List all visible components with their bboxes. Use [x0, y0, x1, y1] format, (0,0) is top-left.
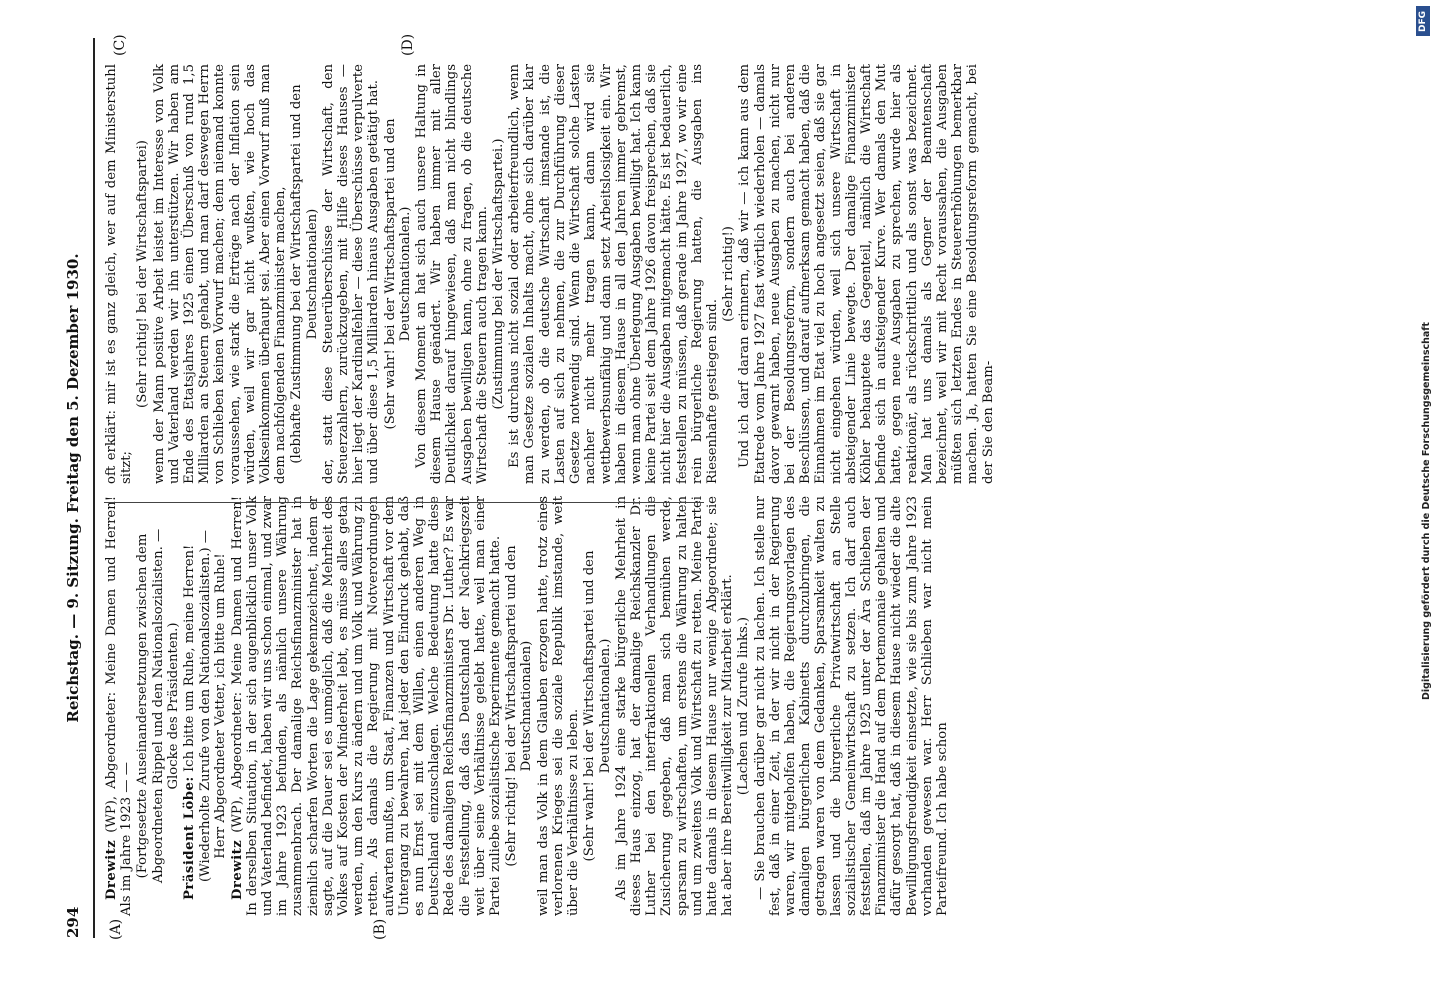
paragraph-text: der, statt diese Steuerüberschüsse der Wirtschaft, den Steuerzahlern, zurückzugeben, mit Hilfe dieses Hauses — hier liegt der Kardinalfehler — diese Überschüsse verpulverte und über diese 1,5 Milliarden hinaus Ausgaben getätigt hat. [320, 64, 382, 484]
interjection [491, 64, 506, 484]
right-text-column [104, 64, 996, 484]
paragraph-text: (Lachen und Zurufe links.) [736, 616, 752, 796]
paragraph-text: (Wiederholte Zurufe von den Nationalsozialisten.) — Herr Abgeordneter Vetter, ich bitte um Ruhe! [198, 530, 229, 883]
paragraph-text: (Sehr wahr! bei der Wirtschaftspartei und den Deutschnationalen.) [582, 550, 613, 862]
paragraph-text: Von diesem Moment an hat sich auch unsere Haltung in diesem Hause geändert. Wir haben immer mit aller Deutlichkeit darauf hingewiesen, daß man nicht blindlings Ausgaben bewilligen kann, ohne zu fragen, ob die deutsche Wirtschaft die Steuern auch tragen kann. [414, 64, 490, 484]
margin-marker-b: (B) [372, 918, 388, 940]
paragraph-text: wenn der Mann positive Arbeit leistet im Interesse von Volk und Vaterland werden wir ihn unterstützen. Wir haben am Ende des Etatsjahres 1925 einen Überschuß von rund 1,5 Milliarden an Steuern gehabt, und man darf deswegen Herrn von Schlieben keinen Vorwurf machen; denn niemand konnte voraussehen, wie stark die Erträge nach der Inflation sein würden, weil wir gar nicht wußten, wie hoch das Volkseinkommen überhaupt sei. Aber einen Vorwurf muß man dem nachfolgenden Finanzminister machen, [151, 64, 289, 484]
interjection [383, 64, 413, 484]
paragraph [753, 496, 951, 916]
margin-marker-d: (D) [400, 33, 416, 56]
paragraph-text: — Sie brauchen darüber gar nicht zu lachen. Ich stelle nur fest, daß in einer Zeit, in der wir nicht in der Regierung waren, wir mitgeholfen haben, die Regierungsvorlagen des damaligen bürgerlichen Kabinetts durchzubringen, die getragen waren von dem Gedanken, Sparsamkeit walten zu lassen und die bürgerliche Privatwirtschaft an Stelle sozialistischer Gemeinwirtschaft zu setzen. Ich darf auch feststellen, daß im Jahre 1925 unter der Ära Schlieben der Finanzminister die Hand auf dem Portemonnaie gehalten und dafür gesorgt hat, daß in diesem Hause nicht wieder die alte Bewilligungsfreudigkeit einsetzte, wie sie bis zum Jahre 1923 vorhanden gewesen war. Herr Schlieben war nicht mein Parteifreund. Ich habe schon [752, 496, 950, 916]
paragraph [536, 496, 582, 916]
speaker-name: Präsident Löbe: [182, 776, 198, 900]
paragraph-text: (Fortgesetzte Auseinandersetzungen zwischen dem Abgeordneten Rippel und den Nationalsozialisten. — Glocke des Präsidenten.) [135, 528, 181, 884]
interjection [289, 64, 319, 484]
left-text-column [104, 496, 950, 916]
paragraph-text: Als im Jahre 1924 eine starke bürgerliche Mehrheit in dieses Haus einzog, hat der damalige Reichskanzler Dr. Luther bei den interfraktionellen Verhandlungen die Zusicherung gegeben, daß man sich bemühen werde, sparsam zu wirtschaften, um erstens die Währung zu halten und um zweitens Volk und Wirtschaft zu retten. Meine Partei hatte damals in diesem Hause nur wenige Abgeordnete; sie hat aber ihre Bereitwilligkeit zur Mitarbeit erklärt. [613, 496, 736, 916]
paragraph-text: (lebhafte Zustimmung bei der Wirtschaftspartei und den Deutschnationalen) [289, 84, 320, 464]
paragraph [321, 64, 382, 484]
speaker-paragraph [182, 496, 197, 916]
speaker-name: Drewitz [104, 839, 119, 900]
speaker-name: Drewitz [229, 839, 245, 900]
paragraph-text: (Sehr richtig!) [721, 226, 737, 322]
speaker-paragraph [104, 496, 134, 916]
column-divider [104, 502, 704, 503]
interjection [736, 496, 751, 916]
paragraph-text: (WP), Abgeordneter: Meine Damen und Herren! In derselben Situation, in der sich augenblicklich unser Volk und Vaterland befindet, haben wir uns schon einmal, und zwar im Jahre 1923 befunden, als nämlich unsere Währung zusammenbrach. Der damalige Reichsfinanzminister hat in ziemlich scharfen Worten die Lage gekennzeichnet, indem er sagte, auf die Dauer sei es unmöglich, daß die Mehrheit des Volkes auf Kosten der Minderheit lebt, es müsse alles getan werden, um den Kurs zu ändern und um Volk und Währung zu retten. Als damals die Regierung mit Notverordnungen aufwarten mußte, um Staat, Finanzen und Wirtschaft vor dem Untergang zu bewahren, hat jeder den Eindruck gehabt, daß es nun Ernst sei mit dem Willen, einen anderen Weg in Deutschland einzuschlagen. Welche Bedeutung hatte diese Rede des damaligen Reichsfinanzministers Dr. Luther? Es war die Feststellung, daß das Deutschland der Nachkriegszeit weit über seine Verhältnisse gelebt hatte, weil man einer Partei zuliebe sozialistische Experimente gemacht hatte. [229, 496, 504, 916]
interjection [504, 496, 534, 916]
margin-marker-a: (A) [108, 918, 124, 940]
margin-marker-c: (C) [112, 34, 128, 56]
page-number: 294 [64, 906, 82, 938]
interjection [135, 64, 150, 484]
page-header [64, 38, 94, 938]
paragraph [152, 64, 289, 484]
interjection [582, 496, 612, 916]
paragraph [414, 64, 490, 484]
paragraph-text: (WP), Abgeordneter: Meine Damen und Herren! Als im Jahre 1923 — — [104, 496, 135, 916]
paragraph-text: (Sehr richtig! bei der Wirtschaftspartei und den Deutschnationalen) [504, 545, 535, 867]
paragraph [614, 496, 736, 916]
paragraph-text: oft erklärt: mir ist es ganz gleich, wer auf dem Ministerstuhl sitzt; [104, 64, 135, 484]
interjection [135, 496, 181, 916]
paragraph-text: Ich bitte um Ruhe, meine Herren! [182, 544, 198, 777]
paragraph-text: (Sehr wahr! bei der Wirtschaftspartei und den Deutschnationalen.) [382, 118, 413, 430]
paragraph-text: weil man das Volk in dem Glauben erzogen hatte, trotz eines verlorenen Krieges sei die soziale Republik imstande, weit über die Verhältnisse zu leben. [535, 496, 582, 916]
dfg-logo: DFG [1416, 6, 1430, 36]
speaker-paragraph [230, 496, 504, 916]
paragraph [507, 64, 720, 484]
paragraph-text: (Zustimmung bei der Wirtschaftspartei.) [491, 138, 507, 410]
paragraph-text: Es ist durchaus nicht sozial oder arbeiterfreundlich, wenn man Gesetze sozialen Inhalts macht, ohne sich darüber klar zu werden, ob die deutsche Wirtschaft imstande ist, die Lasten auf sich zu nehmen, die zur Durchführung dieser Gesetze notwendig sind. Wenn die Wirtschaft solche Lasten nachher nicht mehr tragen kann, dann wird sie wettbewerbsunfähig und dann setzt Arbeitslosigkeit ein. Wir haben in diesem Hause in all den Jahren immer gebremst, wenn man ohne Überlegung Ausgaben bewilligt hat. Ich kann keine Partei seit dem Jahre 1926 davon freisprechen, daß sie nicht hier die Ausgaben mitgemacht hätte. Es ist bedauerlich, feststellen zu müssen, daß gerade im Jahre 1927, wo wir eine rein bürgerliche Regierung hatten, die Ausgaben ins Riesenhafte gestiegen sind. [507, 64, 720, 484]
digitization-note: Digitalisierung gefördert durch die Deutsche Forschungsgemeinschaft [1421, 322, 1432, 700]
header-rule [93, 38, 95, 938]
paragraph-text: Und ich darf daran erinnern, daß wir — ich kann aus dem Etatrede vom Jahre 1927 fast wörtlich wiederholen — damals davor gewarnt haben, neue Ausgaben zu machen, nicht nur bei der Besoldungsreform, sondern auch bei anderen Beschlüssen, und darauf aufmerksam gemacht haben, daß die Einnahmen im Etat viel zu hoch angesetzt seien, daß sie gar nicht eingehen würden, weil sich unsere Wirtschaft in absteigender Linie bewegte. Der damalige Finanzminister Köhler behauptete das Gegenteil, nämlich die Wirtschaft befinde sich in aufsteigender Kurve. Wer damals den Mut hatte, gegen neue Ausgaben zu sprechen, wurde hier als reaktionär, als rückschrittlich und als sonst was bezeichnet. Man hat uns damals als Gegner der Beamtenschaft bezeichnet, weil wir mit Recht voraussahen, die Ausgaben müßten sich letzten Endes in Steuererhöhungen bemerkbar machen. Ja, hatten Sie eine Besoldungsreform gemacht, bei der Sie den Beam- [737, 64, 996, 484]
paragraph [104, 64, 134, 484]
interjection [721, 64, 736, 484]
paragraph [737, 64, 995, 484]
paragraph-text: (Sehr richtig! bei der Wirtschaftspartei) [135, 140, 151, 408]
page-title: Reichstag. — 9. Sitzung. Freitag den 5. Dezember 1930. [64, 253, 82, 723]
interjection [198, 496, 228, 916]
